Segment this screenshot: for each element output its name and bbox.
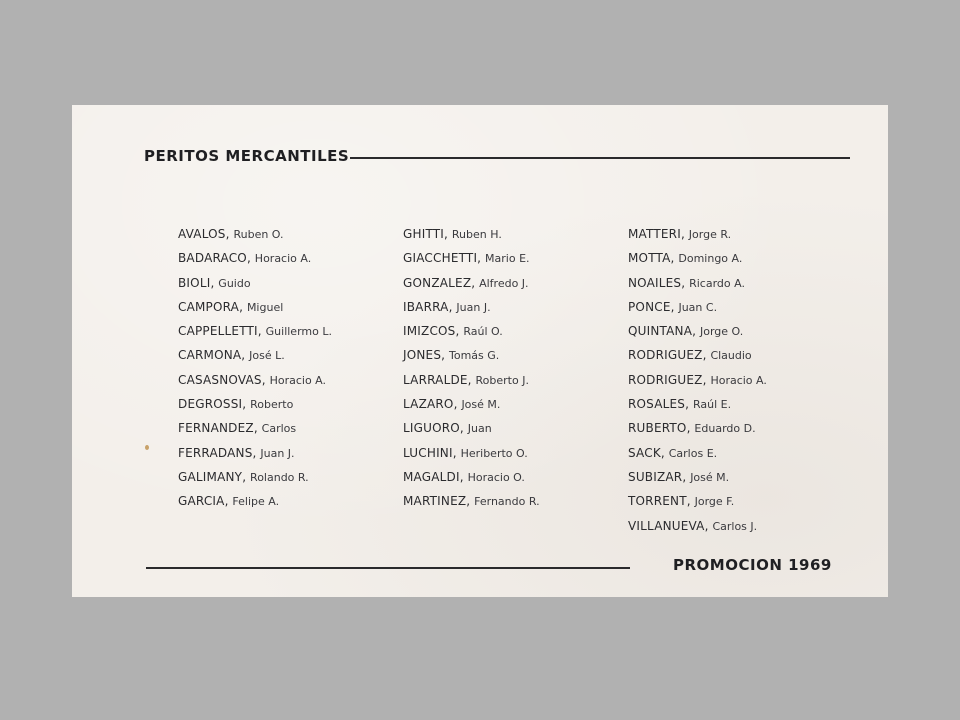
surname: MATTERI, — [628, 227, 685, 241]
surname: RODRIGUEZ, — [628, 348, 707, 363]
list-item — [403, 343, 623, 367]
surname: BIOLI, — [178, 275, 215, 290]
list-item — [628, 295, 848, 319]
list-item — [403, 465, 623, 489]
given-name: Carlos E. — [668, 446, 718, 460]
list-item — [178, 441, 398, 465]
surname: FERRADANS, — [178, 445, 257, 460]
surname: LUCHINI, — [403, 445, 457, 460]
given-name: Claudio — [710, 349, 752, 363]
given-name: Ricardo A. — [689, 276, 745, 290]
given-name: Ruben O. — [233, 228, 284, 241]
list-item — [178, 295, 398, 319]
surname: CAPPELLETTI, — [178, 324, 262, 339]
surname: LIGUORO, — [403, 421, 464, 436]
surname: MARTINEZ, — [403, 494, 471, 509]
list-item — [178, 222, 398, 246]
given-name: Eduardo D. — [694, 422, 756, 436]
surname: SACK, — [628, 445, 665, 460]
given-name: Heriberto O. — [460, 446, 528, 460]
list-item — [628, 222, 848, 246]
list-item — [628, 319, 848, 343]
list-item — [628, 514, 848, 538]
given-name: Guillermo L. — [265, 325, 332, 339]
heading-rule — [350, 157, 850, 159]
given-name: Roberto — [250, 398, 294, 412]
list-item — [403, 319, 623, 343]
given-name: Raúl E. — [692, 398, 732, 412]
surname: VILLANUEVA, — [628, 518, 709, 533]
given-name: Rolando R. — [250, 470, 309, 484]
surname: GIACCHETTI, — [403, 251, 482, 266]
list-item — [403, 295, 623, 319]
surname: LARRALDE, — [403, 372, 472, 387]
surname: GARCIA, — [178, 494, 229, 509]
surname: IMIZCOS, — [403, 324, 460, 339]
list-item — [178, 246, 398, 270]
given-name: Carlos — [261, 422, 297, 436]
list-item — [178, 465, 398, 489]
list-item — [628, 343, 848, 367]
given-name: Horacio A. — [269, 373, 327, 387]
footer-rule — [146, 567, 630, 569]
given-name: Jorge R. — [688, 228, 732, 241]
given-name: Juan — [467, 422, 492, 436]
given-name: Mario E. — [485, 252, 530, 266]
surname: LAZARO, — [403, 397, 458, 412]
list-item — [628, 392, 848, 416]
given-name: Juan C. — [678, 300, 718, 314]
given-name: Raúl O. — [463, 325, 503, 339]
surname: GONZALEZ, — [403, 275, 476, 290]
given-name: José L. — [249, 349, 285, 363]
surname: QUINTANA, — [628, 324, 697, 339]
surname: MOTTA, — [628, 251, 675, 266]
page-title: PERITOS MERCANTILES — [144, 147, 350, 165]
given-name: José M. — [690, 470, 730, 484]
given-name: Juan J. — [260, 446, 295, 460]
given-name: Tomás G. — [449, 349, 500, 363]
surname: TORRENT, — [628, 494, 691, 509]
surname: RUBERTO, — [628, 421, 691, 436]
surname: NOAILES, — [628, 275, 686, 290]
surname: CASASNOVAS, — [178, 372, 266, 387]
list-item — [628, 368, 848, 392]
surname: AVALOS, — [178, 227, 230, 241]
list-item — [403, 222, 623, 246]
list-item — [628, 416, 848, 440]
surname: FERNANDEZ, — [178, 421, 258, 436]
given-name: Juan J. — [456, 300, 491, 314]
given-name: Alfredo J. — [479, 276, 529, 290]
list-item — [403, 271, 623, 295]
given-name: Miguel — [246, 300, 284, 314]
given-name: José M. — [461, 398, 501, 412]
given-name: Horacio O. — [467, 470, 525, 484]
surname: JONES, — [403, 348, 446, 363]
surname: CARMONA, — [178, 348, 246, 363]
list-item — [178, 416, 398, 440]
given-name: Jorge O. — [699, 325, 744, 339]
list-item — [178, 343, 398, 367]
list-item — [628, 441, 848, 465]
list-item — [178, 368, 398, 392]
promotion-label: PROMOCION 1969 — [673, 556, 832, 574]
given-name: Fernando R. — [474, 495, 540, 509]
list-item — [403, 416, 623, 440]
given-name: Horacio A. — [254, 252, 312, 266]
given-name: Roberto J. — [475, 373, 529, 387]
given-name: Guido — [218, 276, 251, 290]
list-item — [628, 489, 848, 513]
given-name: Horacio A. — [710, 373, 767, 387]
given-name: Jorge F. — [694, 495, 735, 509]
list-item — [178, 392, 398, 416]
surname: BADARACO, — [178, 251, 251, 266]
document-card — [72, 105, 888, 597]
surname: GALIMANY, — [178, 469, 247, 484]
surname: PONCE, — [628, 299, 675, 314]
list-item — [628, 465, 848, 489]
name-column-1 — [178, 222, 398, 514]
surname: IBARRA, — [403, 299, 453, 314]
ink-spot — [145, 445, 149, 450]
list-item — [403, 441, 623, 465]
surname: RODRIGUEZ, — [628, 372, 707, 387]
list-item — [403, 392, 623, 416]
list-item — [628, 246, 848, 270]
surname: CAMPORA, — [178, 299, 244, 314]
list-item — [403, 246, 623, 270]
surname: SUBIZAR, — [628, 469, 687, 484]
given-name: Ruben H. — [451, 228, 502, 241]
list-item — [178, 489, 398, 513]
given-name: Carlos J. — [712, 519, 758, 533]
given-name: Domingo A. — [678, 252, 743, 266]
surname: MAGALDI, — [403, 469, 464, 484]
list-item — [403, 489, 623, 513]
list-item — [178, 319, 398, 343]
surname: DEGROSSI, — [178, 397, 247, 412]
surname: GHITTI, — [403, 227, 449, 241]
name-column-2 — [403, 222, 623, 514]
name-column-3 — [628, 222, 848, 538]
list-item — [178, 271, 398, 295]
list-item — [628, 271, 848, 295]
given-name: Felipe A. — [232, 495, 280, 509]
list-item — [403, 368, 623, 392]
surname: ROSALES, — [628, 397, 690, 412]
